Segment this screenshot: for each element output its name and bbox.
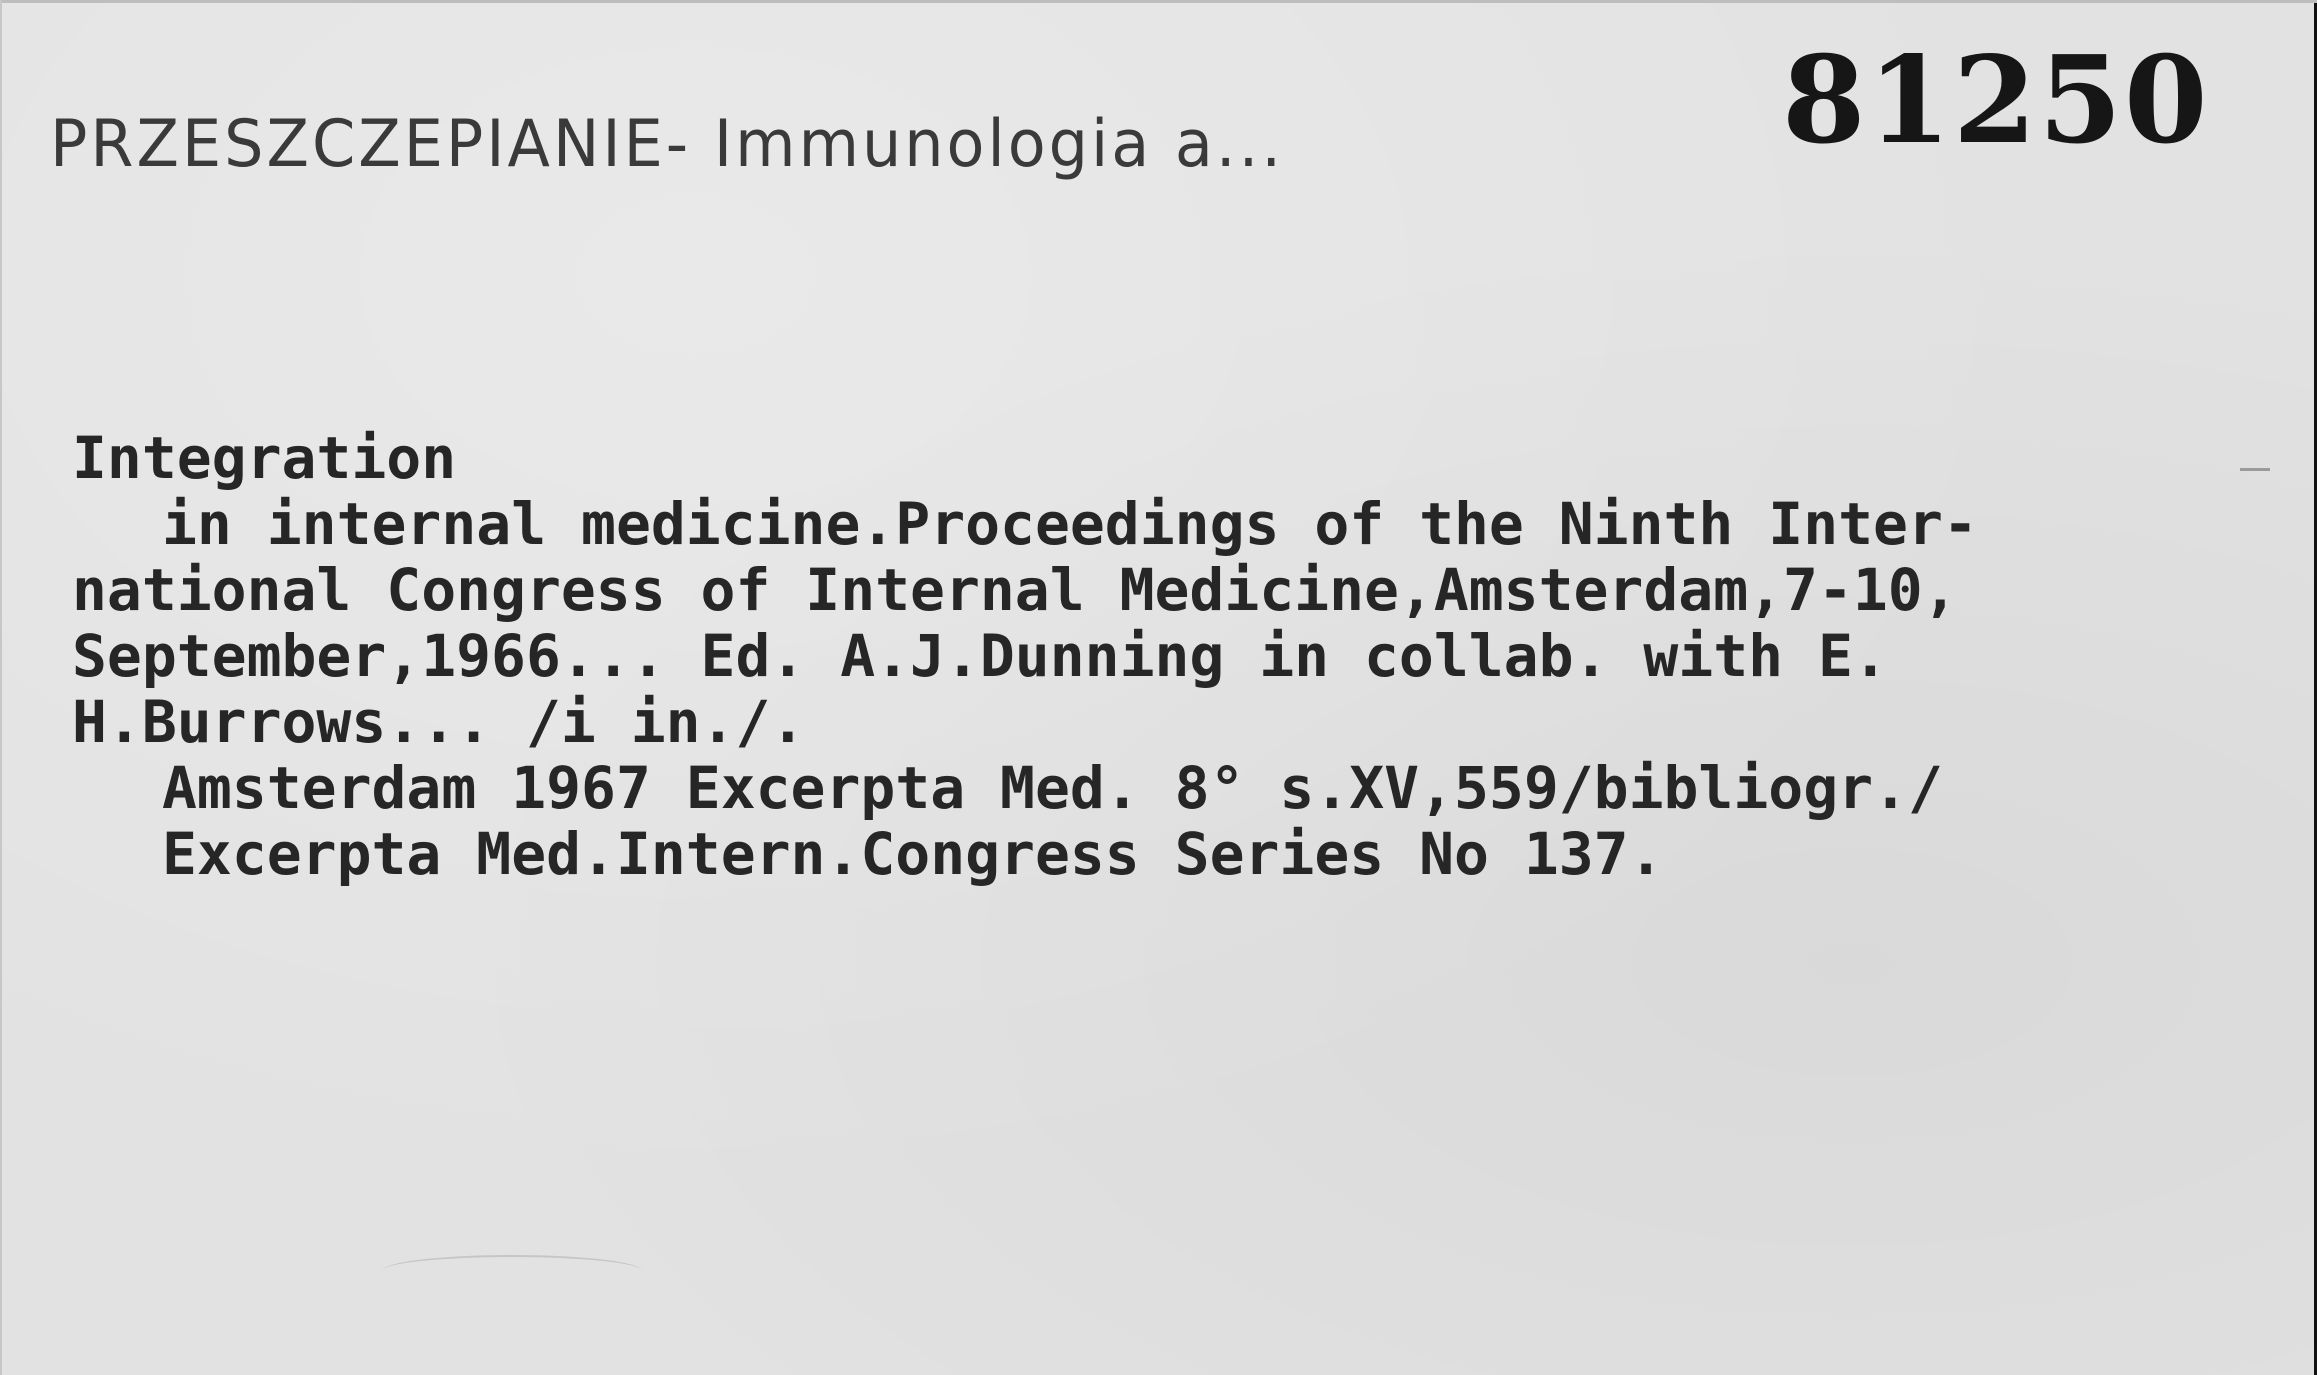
card-top-edge	[2, 0, 2317, 3]
card-smudge	[382, 1255, 642, 1287]
entry-line-4: September,1966... Ed. A.J.Dunning in collab. with E.	[72, 622, 1888, 690]
entry-imprint: Amsterdam 1967 Excerpta Med. 8° s.XV,559/bibliogr./	[162, 754, 1943, 822]
subject-heading: PRZESZCZEPIANIE- Immunologia a...	[50, 105, 1285, 182]
entry-line-2: in internal medicine.Proceedings of the Ninth Inter-	[162, 490, 1978, 558]
bibliographic-entry	[72, 425, 2302, 887]
entry-title: Integration	[72, 424, 457, 492]
card-number: 81250	[1782, 30, 2210, 171]
entry-series: Excerpta Med.Intern.Congress Series No 137.	[162, 820, 1664, 888]
entry-line-3: national Congress of Internal Medicine,Amsterdam,7-10,	[72, 556, 1958, 624]
entry-line-5: H.Burrows... /i in./.	[72, 688, 806, 756]
